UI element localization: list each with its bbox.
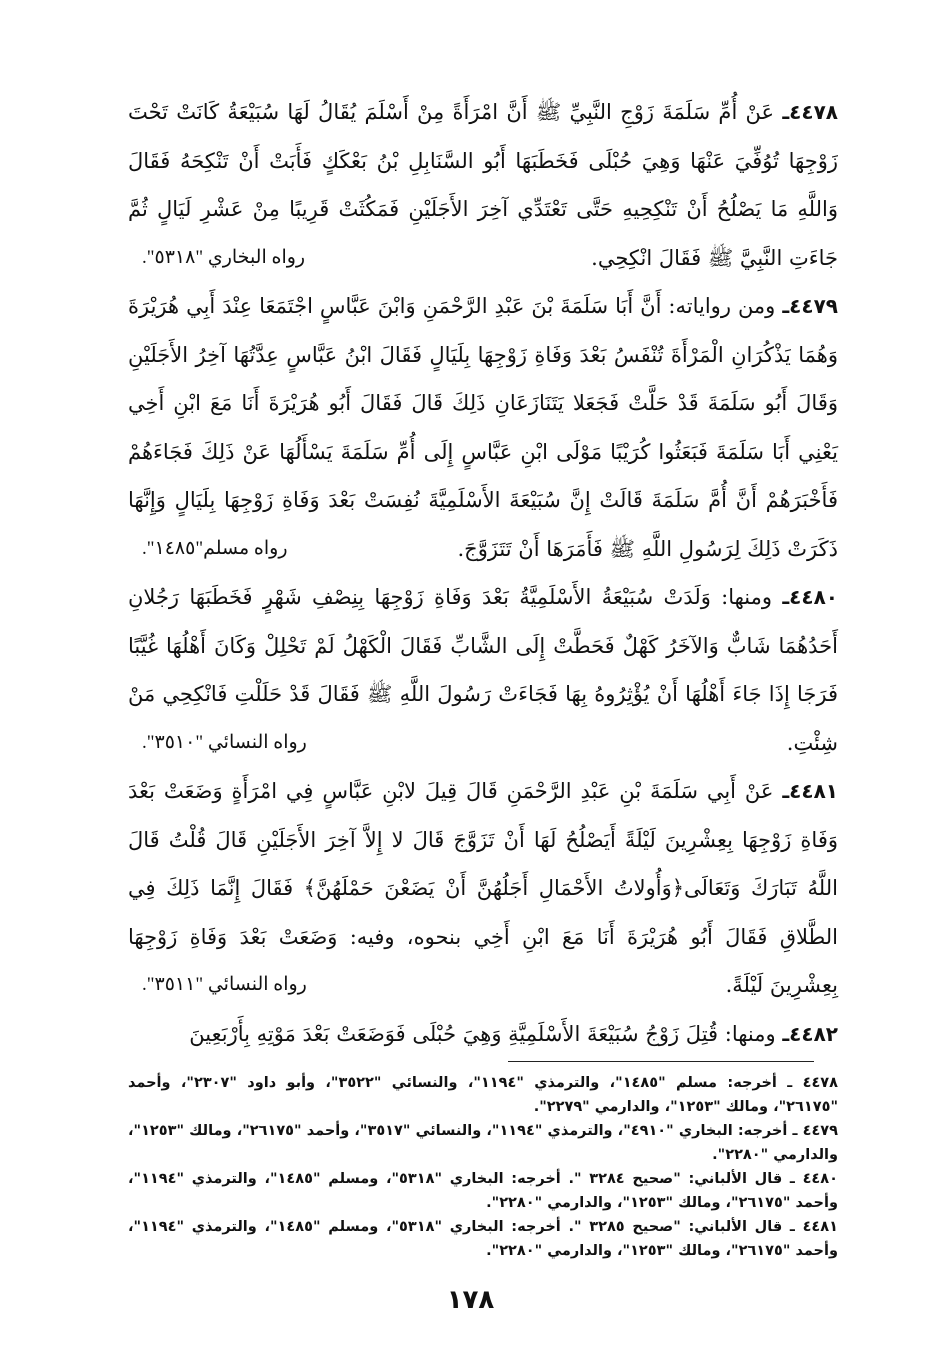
- hadith-text: عَنْ أَبِي سَلَمَةَ بْنِ عَبْدِ الرَّحْمَنِ قَالَ قِيلَ لابْنِ عَبَّاسٍ فِي امْرَأَةٍ وَضَعَتْ بَعْدَ وَفَاةِ زَوْجِهَا بِعِشْرِينَ لَيْلَةً أَيَصْلُحُ لَهَا أَنْ تَزَوَّجَ قَالَ لا إِلاَّ آخِرَ الأَجَلَيْنِ قَالَ قُلْتُ قَالَ اللَّهُ تَبَارَكَ وَتَعَالَى﴿وَأُولاتُ الأَحْمَالِ أَجَلُهُنَّ أَنْ يَضَعْنَ حَمْلَهُنَّ﴾ فَقَالَ إِنَّمَا ذَلِكَ فِي الطَّلاقِ فَقَالَ أَبُو هُرَيْرَةَ أَنَا مَعَ ابْنِ أَخِي بنحوه، وفيه: وَضَعَتْ بَعْدَ وَفَاةِ زَوْجِهَا بِعِشْرِينَ لَيْلَةً.: [128, 779, 838, 997]
- hadith-4479: [128, 282, 838, 573]
- footnote-divider: [508, 1061, 814, 1062]
- hadith-text: ومنها: قُتِلَ زَوْجُ سُبَيْعَةَ الأَسْلَمِيَّةِ وَهِيَ حُبْلَى فَوَضَعَتْ بَعْدَ مَوْتِهِ بِأَرْبَعِينَ: [189, 1021, 776, 1046]
- footnote-number: ٤٤٨٠: [802, 1171, 838, 1187]
- hadith-number: ٤٤٧٩ـ: [782, 294, 838, 318]
- footnote-text: أخرجه: البخاري "٤٩١٠"، والترمذي "١١٩٤"، والنسائي "٣٥١٧"، وأحمد "٢٦١٧٥"، ومالك "١٢٥٣"، والدارمي "٢٢٨٠".: [128, 1123, 838, 1163]
- hadith-text: عَنْ أُمِّ سَلَمَةَ زَوْجِ النَّبِيِّ ﷺ أَنَّ امْرَأَةً مِنْ أَسْلَمَ يُقَالُ لَهَا سُبَيْعَةُ كَانَتْ تَحْتَ زَوْجِهَا تُوُفِّيَ عَنْهَا وَهِيَ حُبْلَى فَخَطَبَهَا أَبُو السَّنَابِلِ بْنُ بَعْكَكٍ فَأَبَتْ أَنْ تَنْكِحَهُ فَقَالَ وَاللَّهِ مَا يَصْلُحُ أَنْ تَنْكِحِيهِ حَتَّى تَعْتَدِّي آخِرَ الأَجَلَيْنِ فَمَكُثَتْ قَرِيبًا مِنْ عَشْرِ لَيَالٍ ثُمَّ جَاءَتِ النَّبِيَّ ﷺ فَقَالَ انْكِحِي.: [128, 100, 838, 270]
- footnote-4480: ٤٤٨٠ ـ قال الألباني: "صحيح ٣٢٨٤ ". أخرجه: البخاري "٥٣١٨"، ومسلم "١٤٨٥"، والترمذي "١١٩٤"، وأحمد "٢٦١٧٥"، ومالك "١٢٥٣"، والدارمي "٢٢٨٠".: [128, 1171, 838, 1211]
- hadith-number: ٤٤٨٠ـ: [782, 585, 838, 609]
- hadith-number: ٤٤٧٨ـ: [782, 100, 838, 124]
- main-text: [128, 88, 838, 1058]
- hadith-text: ومن رواياته: أَنَّ أَبَا سَلَمَةَ بْنَ عَبْدِ الرَّحْمَنِ وَابْنَ عَبَّاسٍ اجْتَمَعَا عِنْدَ أَبِي هُرَيْرَةَ وَهُمَا يَذْكُرَانِ الْمَرْأَةَ تُنْفَسُ بَعْدَ وَفَاةِ زَوْجِهَا بِلَيَالٍ فَقَالَ ابْنُ عَبَّاسٍ عِدَّتُهَا آخِرُ الأَجَلَيْنِ وَقَالَ أَبُو سَلَمَةَ قَدْ حَلَّتْ فَجَعَلا يَتَنَازَعَانِ ذَلِكَ قَالَ فَقَالَ أَبُو هُرَيْرَةَ أَنَا مَعَ ابْنِ أَخِي يَعْنِي أَبَا سَلَمَةَ فَبَعَثُوا كُرَيْبًا مَوْلَى ابْنِ عَبَّاسٍ إِلَى أُمِّ سَلَمَةَ يَسْأَلُهَا عَنْ ذَلِكَ فَجَاءَهُمْ فَأَخْبَرَهُمْ أَنَّ أُمَّ سَلَمَةَ قَالَتْ إِنَّ سُبَيْعَةَ الأَسْلَمِيَّةَ نُفِسَتْ بَعْدَ وَفَاةِ زَوْجِهَا بِلَيَالٍ وَإِنَّهَا ذَكَرَتْ ذَلِكَ لِرَسُولِ اللَّهِ ﷺ فَأَمَرَهَا أَنْ تَتَزَوَّجَ.: [128, 294, 838, 561]
- hadith-text: ومنها: وَلَدَتْ سُبَيْعَةُ الأَسْلَمِيَّةُ بَعْدَ وَفَاةِ زَوْجِهَا بِنِصْفِ شَهْرٍ فَخَطَبَهَا رَجُلانِ أَحَدُهُمَا شَابٌّ وَالآخَرُ كَهْلٌ فَحَطَّتْ إِلَى الشَّابِّ فَقَالَ الْكَهْلُ لَمْ تَحْلِلْ وَكَانَ أَهْلُهَا غُيَّبًا فَرَجَا إِذَا جَاءَ أَهْلُهَا أَنْ يُؤْثِرُوهُ بِهَا فَجَاءَتْ رَسُولَ اللَّهِ ﷺ فَقَالَ قَدْ حَلَلْتِ فَانْكِحِي مَنْ شِئْتِ.: [128, 585, 838, 755]
- footnote-number: ٤٤٨١: [802, 1219, 838, 1235]
- hadith-source: رواه النسائي "٣٥١٠".: [142, 731, 307, 753]
- page-number: ١٧٨: [446, 1285, 495, 1315]
- footnote-4479: ٤٤٧٩ ـ أخرجه: البخاري "٤٩١٠"، والترمذي "١١٩٤"، والنسائي "٣٥١٧"، وأحمد "٢٦١٧٥"، ومالك "١٢٥٣"، والدارمي "٢٢٨٠".: [128, 1123, 838, 1163]
- footnote-number: ٤٤٧٩: [802, 1123, 838, 1139]
- footnote-4478: ٤٤٧٨ ـ أخرجه: مسلم "١٤٨٥"، والترمذي "١١٩٤"، والنسائي "٣٥٢٢"، وأبو داود "٢٣٠٧"، وأحمد "٢٦١٧٥"، ومالك "١٢٥٣"، والدارمي "٢٢٧٩".: [128, 1075, 838, 1115]
- footnote-4481: ٤٤٨١ ـ قال الألباني: "صحيح ٣٢٨٥ ". أخرجه: البخاري "٥٣١٨"، ومسلم "١٤٨٥"، والترمذي "١١٩٤"، وأحمد "٢٦١٧٥"، ومالك "١٢٥٣"، والدارمي "٢٢٨٠".: [128, 1219, 838, 1259]
- hadith-4481: [128, 767, 838, 1010]
- hadith-number: ٤٤٨٢ـ: [782, 1021, 838, 1046]
- footnote-text: أخرجه: مسلم "١٤٨٥"، والترمذي "١١٩٤"، والنسائي "٣٥٢٢"، وأبو داود "٢٣٠٧"، وأحمد "٢٦١٧٥"، ومالك "١٢٥٣"، والدارمي "٢٢٧٩".: [128, 1075, 838, 1115]
- footnote-text: قال الألباني: "صحيح ٣٢٨٥ ". أخرجه: البخاري "٥٣١٨"، ومسلم "١٤٨٥"، والترمذي "١١٩٤"، وأحمد "٢٦١٧٥"، ومالك "١٢٥٣"، والدارمي "٢٢٨٠".: [128, 1219, 838, 1259]
- hadith-4478: [128, 88, 838, 282]
- hadith-source: رواه مسلم"١٤٨٥".: [142, 537, 288, 559]
- hadith-4480: [128, 573, 838, 767]
- hadith-source: رواه البخاري "٥٣١٨".: [142, 246, 306, 268]
- hadith-source: رواه النسائي "٣٥١١".: [142, 974, 307, 995]
- footnote-text: قال الألباني: "صحيح ٣٢٨٤ ". أخرجه: البخاري "٥٣١٨"، ومسلم "١٤٨٥"، والترمذي "١١٩٤"، وأحمد "٢٦١٧٥"، ومالك "١٢٥٣"، والدارمي "٢٢٨٠".: [128, 1171, 838, 1211]
- hadith-number: ٤٤٨١ـ: [782, 779, 838, 803]
- hadith-4482: [128, 1010, 838, 1059]
- footnotes: [128, 1072, 838, 1264]
- footnote-number: ٤٤٧٨: [802, 1075, 838, 1091]
